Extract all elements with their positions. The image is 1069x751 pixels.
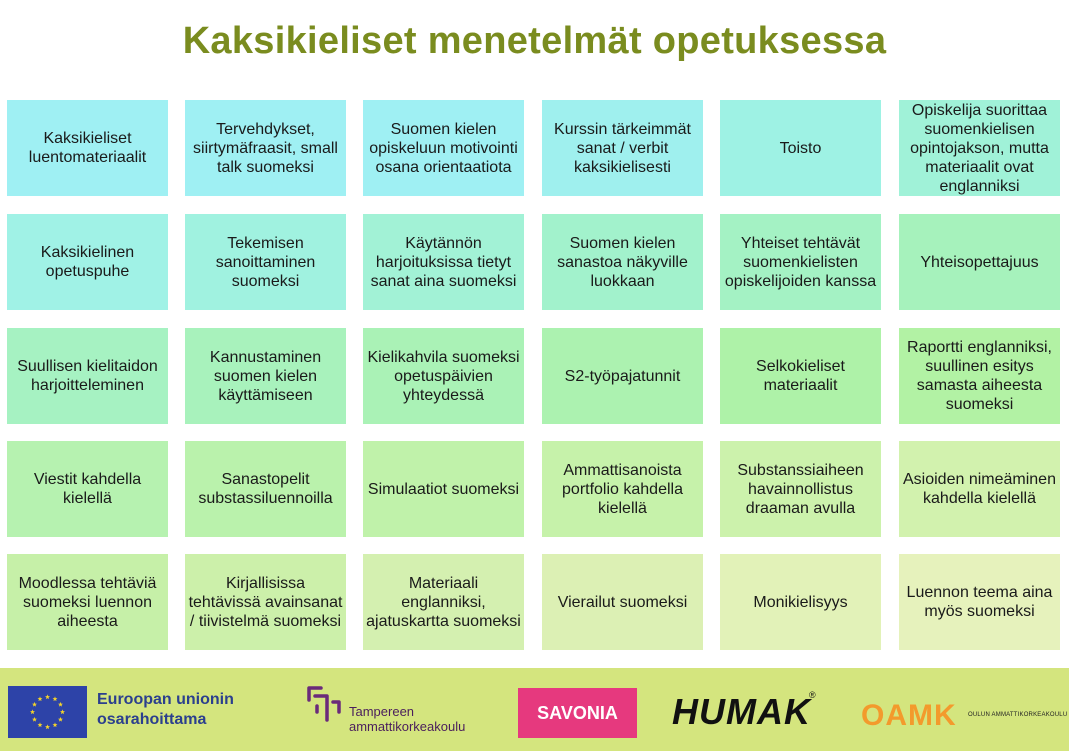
method-card: Kielikahvila suomeksi opetuspäivien yhteydessä <box>363 328 524 424</box>
page-title: Kaksikieliset menetelmät opetuksessa <box>182 20 887 62</box>
method-card: Tekemisen sanoittaminen suomeksi <box>185 214 346 310</box>
method-card: Yhteiset tehtävät suomenkielisten opiskelijoiden kanssa <box>720 214 881 310</box>
method-card: Suomen kielen sanastoa näkyville luokkaan <box>542 214 703 310</box>
method-card: Opiskelija suorittaa suomenkielisen opintojakson, mutta materiaalit ovat englanniksi <box>899 100 1060 196</box>
oamk-logo-subtitle: OULUN AMMATTIKORKEAKOULU <box>968 712 1068 718</box>
method-card: Monikielisyys <box>720 554 881 650</box>
method-card: Materiaali englanniksi, ajatuskartta suomeksi <box>363 554 524 650</box>
savonia-logo: SAVONIA <box>518 688 637 738</box>
method-card: Asioiden nimeäminen kahdella kielellä <box>899 441 1060 537</box>
method-card: Suomen kielen opiskeluun motivointi osana orientaatiota <box>363 100 524 196</box>
method-card: Ammattisanoista portfolio kahdella kielellä <box>542 441 703 537</box>
method-card: Simulaatiot suomeksi <box>363 441 524 537</box>
oamk-logo: OAMK <box>861 699 957 732</box>
footer-logo-bar <box>0 668 1069 751</box>
method-card: Kaksikieliset luentomateriaalit <box>7 100 168 196</box>
humak-logo: HUMAK <box>672 691 811 732</box>
tamk-logo-text: Tampereen ammattikorkeakoulu <box>349 704 466 734</box>
method-card: Viestit kahdella kielellä <box>7 441 168 537</box>
registered-mark-icon: ® <box>809 690 816 700</box>
method-card: Selkokieliset materiaalit <box>720 328 881 424</box>
method-card: Vierailut suomeksi <box>542 554 703 650</box>
method-card: Suullisen kielitaidon harjoitteleminen <box>7 328 168 424</box>
method-card: Yhteisopettajuus <box>899 214 1060 310</box>
method-card: Luennon teema aina myös suomeksi <box>899 554 1060 650</box>
method-card: Kannustaminen suomen kielen käyttämiseen <box>185 328 346 424</box>
method-card: Tervehdykset, siirtymäfraasit, small talk suomeksi <box>185 100 346 196</box>
method-card: Kurssin tärkeimmät sanat / verbit kaksikielisesti <box>542 100 703 196</box>
method-card: S2-työpajatunnit <box>542 328 703 424</box>
method-card: Kaksikielinen opetuspuhe <box>7 214 168 310</box>
method-card: Kirjallisissa tehtävissä avainsanat / tiivistelmä suomeksi <box>185 554 346 650</box>
method-card: Sanastopelit substassiluennoilla <box>185 441 346 537</box>
tamk-logo-icon <box>303 682 345 726</box>
method-card: Raportti englanniksi, suullinen esitys samasta aiheesta suomeksi <box>899 328 1060 424</box>
method-card: Substanssiaiheen havainnollistus draaman avulla <box>720 441 881 537</box>
eu-funding-label: Euroopan unionin osarahoittama <box>97 691 234 728</box>
method-card: Moodlessa tehtäviä suomeksi luennon aiheesta <box>7 554 168 650</box>
method-card: Käytännön harjoituksissa tietyt sanat aina suomeksi <box>363 214 524 310</box>
eu-flag-icon <box>8 686 87 738</box>
method-card: Toisto <box>720 100 881 196</box>
